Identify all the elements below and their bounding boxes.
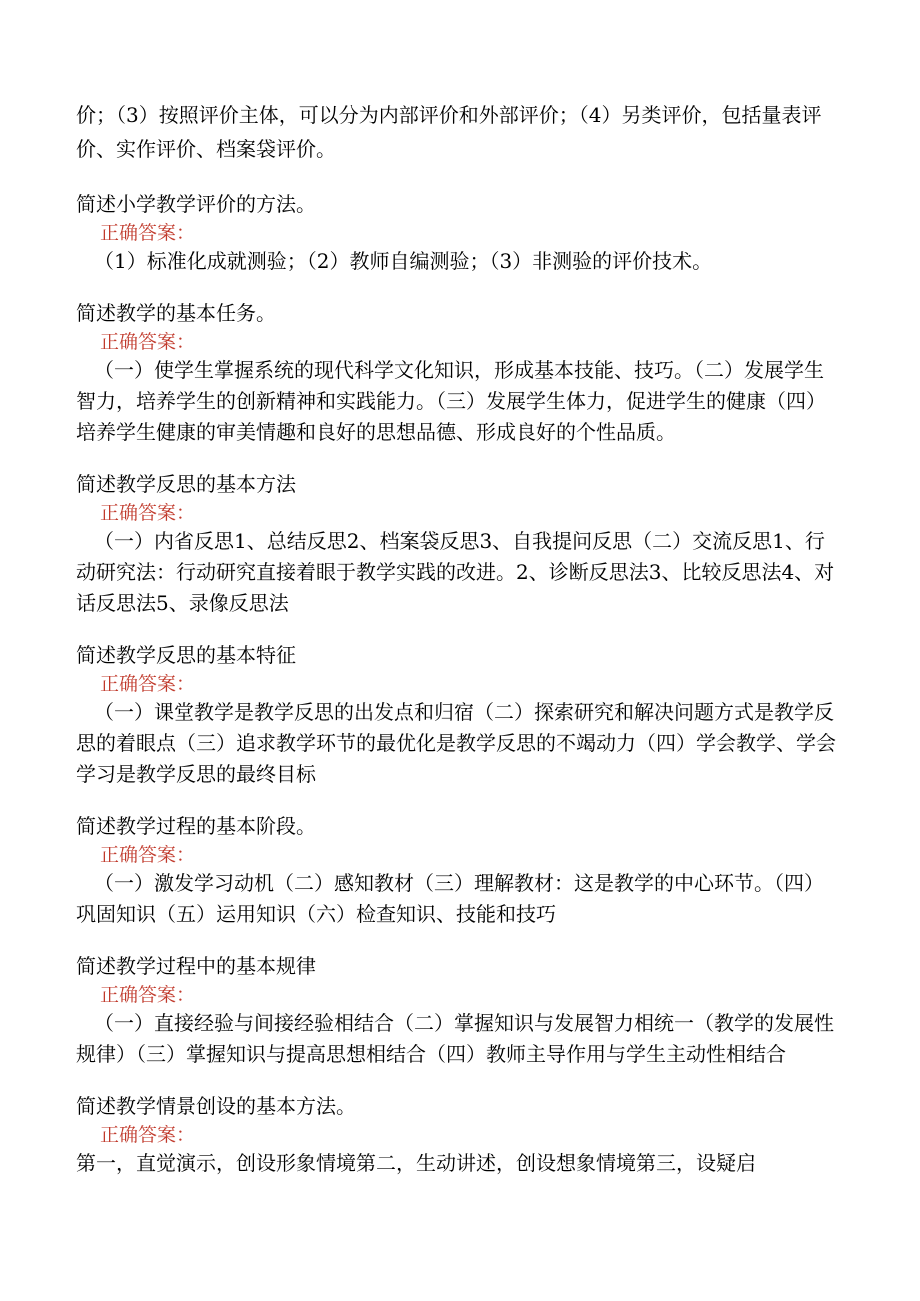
question-text: 简述教学反思的基本方法 bbox=[76, 472, 296, 496]
answer-label: 正确答案： bbox=[100, 673, 196, 695]
answer-text: 第一，直觉演示，创设形象情境第二，生动讲述，创设想象情境第三，设疑启 bbox=[76, 1151, 756, 1175]
question-text: 简述教学过程的基本阶段。 bbox=[76, 814, 316, 838]
question-text: 简述教学情景创设的基本方法。 bbox=[76, 1094, 356, 1118]
answer-label: 正确答案： bbox=[100, 222, 196, 244]
answer-label: 正确答案： bbox=[100, 1124, 196, 1146]
answer-text: （一）使学生掌握系统的现代科学文化知识，形成基本技能、技巧。（二）发展学生智力，培养学生的创新精神和实践能力。（三）发展学生体力，促进学生的健康（四）培养学生健康的审美情趣和良好的思想品德、形成良好的个性品质。 bbox=[76, 358, 826, 444]
qa-item bbox=[76, 468, 842, 619]
question-text: 简述教学反思的基本特征 bbox=[76, 643, 296, 667]
answer-text: （一）直接经验与间接经验相结合（二）掌握知识与发展智力相统一（教学的发展性规律）（三）掌握知识与提高思想相结合（四）教师主导作用与学生主动性相结合 bbox=[76, 1011, 834, 1066]
answer-text: （1）标准化成就测验；（2）教师自编测验；（3）非测验的评价技术。 bbox=[94, 249, 713, 273]
answer-text: （一）激发学习动机（二）感知教材（三）理解教材：这是教学的中心环节。（四）巩固知识（五）运用知识（六）检查知识、技能和技巧 bbox=[76, 871, 824, 926]
question-text: 简述小学教学评价的方法。 bbox=[76, 192, 316, 216]
qa-item bbox=[76, 297, 842, 448]
question-text: 简述教学过程中的基本规律 bbox=[76, 954, 316, 978]
qa-item bbox=[76, 810, 842, 930]
question-text: 简述教学的基本任务。 bbox=[76, 301, 276, 325]
qa-item bbox=[76, 950, 842, 1070]
document-page bbox=[76, 98, 842, 1199]
answer-text: （一）课堂教学是教学反思的出发点和归宿（二）探索研究和解决问题方式是教学反思的着眼点（三）追求教学环节的最优化是教学反思的不竭动力（四）学会教学、学会学习是教学反思的最终目标 bbox=[76, 700, 836, 786]
qa-item bbox=[76, 188, 842, 277]
answer-text: （一）内省反思1、总结反思2、档案袋反思3、自我提问反思（二）交流反思1、行动研究法：行动研究直接着眼于教学实践的改进。2、诊断反思法3、比较反思法4、对话反思法5、录像反思法 bbox=[76, 529, 835, 615]
qa-item bbox=[76, 1090, 842, 1179]
answer-label: 正确答案： bbox=[100, 984, 196, 1006]
answer-label: 正确答案： bbox=[100, 502, 196, 524]
qa-item bbox=[76, 639, 842, 790]
answer-label: 正确答案： bbox=[100, 844, 196, 866]
intro-paragraph: 价；（3）按照评价主体，可以分为内部评价和外部评价；（4）另类评价，包括量表评价、实作评价、档案袋评价。 bbox=[76, 103, 822, 161]
answer-label: 正确答案： bbox=[100, 331, 196, 353]
